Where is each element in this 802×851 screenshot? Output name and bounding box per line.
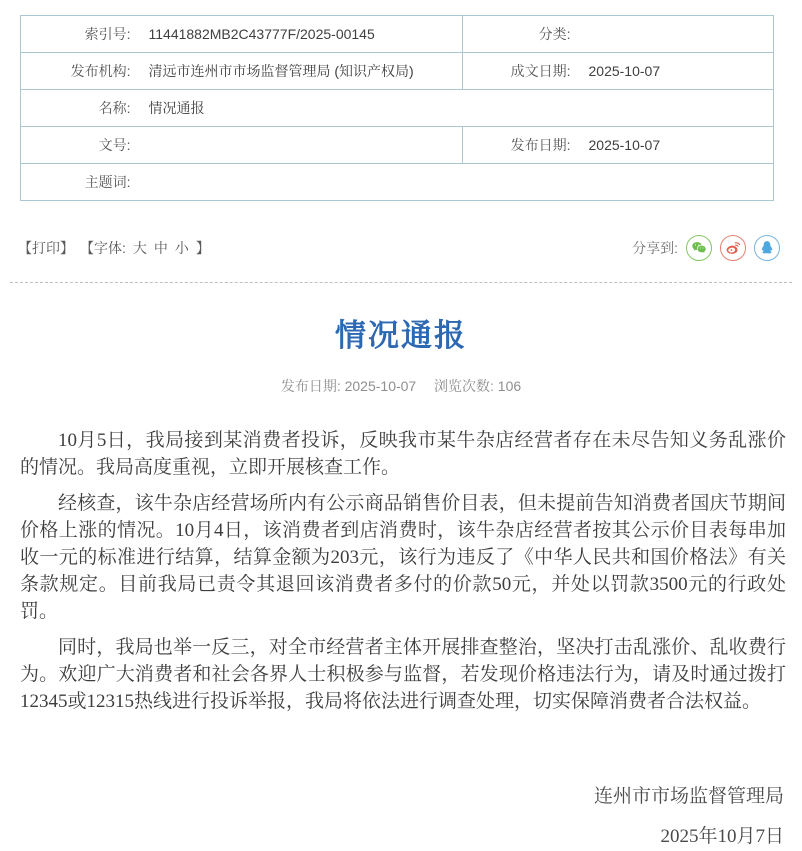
wechat-icon <box>690 239 708 257</box>
article-paragraph: 10月5日，我局接到某消费者投诉，反映我市某牛杂店经营者存在未尽告知义务乱涨价的情况。我局高度重视，立即开展核查工作。 <box>20 430 786 478</box>
dashed-divider <box>10 282 792 283</box>
publish-date-value: 2025-10-07 <box>579 127 774 164</box>
signature-organization: 连州市市场监督管理局 <box>593 786 784 807</box>
font-size-large-button[interactable]: 大 <box>132 240 147 256</box>
subject-words-value <box>139 164 774 201</box>
share-wechat-button[interactable] <box>686 235 712 261</box>
doc-number-label: 文号: <box>21 127 139 164</box>
article-publish-date-label: 发布日期: <box>280 378 341 394</box>
table-row <box>21 16 774 53</box>
issuing-agency-value: 清远市连州市市场监督管理局 (知识产权局) <box>139 53 463 90</box>
font-size-suffix: 】 <box>195 240 210 256</box>
share-group <box>632 235 780 261</box>
issuing-agency-label: 发布机构: <box>21 53 139 90</box>
page-title: 情况通报 <box>335 318 467 353</box>
subject-words-label: 主题词: <box>84 174 131 190</box>
table-row <box>21 90 774 127</box>
article-body <box>20 427 786 715</box>
article-publish-date: 2025-10-07 <box>344 378 417 394</box>
signature-date: 2025年10月7日 <box>660 826 784 847</box>
index-number-label: 索引号: <box>21 16 139 53</box>
publish-date-label: 发布日期: <box>463 127 579 164</box>
table-row <box>21 164 774 201</box>
article-paragraph: 同时，我局也举一反三，对全市经营者主体开展排查整治，坚决打击乱涨价、乱收费行为。欢迎广大消费者和社会各界人士积极参与监督，若发现价格违法行为，请及时通过拨打12345或12315热线进行投诉举报，我局将依法进行调查处理，切实保障消费者合法权益。 <box>20 637 786 712</box>
index-number-value: 11441882MB2C43777F/2025-00145 <box>139 16 463 53</box>
print-button[interactable]: 【打印】 <box>18 240 74 256</box>
table-row <box>21 127 774 164</box>
article-views-count: 106 <box>497 378 522 394</box>
share-weibo-button[interactable] <box>720 235 746 261</box>
table-row <box>21 53 774 90</box>
name-value: 情况通报 <box>139 90 774 127</box>
font-size-prefix: 【字体: <box>80 240 126 256</box>
doc-meta-table <box>20 15 774 201</box>
qq-icon <box>758 239 776 257</box>
category-label: 分类: <box>463 16 579 53</box>
article-views-label: 浏览次数: <box>434 378 494 394</box>
font-size-control <box>80 238 210 258</box>
written-date-label: 成文日期: <box>463 53 579 90</box>
toolbar <box>18 234 780 262</box>
signature-block <box>0 781 802 848</box>
share-label: 分享到: <box>632 240 678 256</box>
toolbar-left-group <box>18 238 210 258</box>
share-qq-button[interactable] <box>754 235 780 261</box>
written-date-value: 2025-10-07 <box>579 53 774 90</box>
category-value <box>579 16 774 53</box>
font-size-medium-button[interactable]: 中 <box>153 240 168 256</box>
weibo-icon <box>724 239 742 257</box>
name-label: 名称: <box>21 90 139 127</box>
font-size-small-button[interactable]: 小 <box>174 240 189 256</box>
article-meta-line <box>0 376 802 396</box>
article-paragraph: 经核查，该牛杂店经营场所内有公示商品销售价目表，但未提前告知消费者国庆节期间价格上涨的情况。10月4日，该消费者到店消费时，该牛杂店经营者按其公示价目表每串加收一元的标准进行结算，结算金额为203元，该行为违反了《中华人民共和国价格法》有关条款规定。目前我局已责令其退回该消费者多付的价款50元，并处以罚款3500元的行政处罚。 <box>20 493 786 622</box>
doc-number-value <box>139 127 463 164</box>
